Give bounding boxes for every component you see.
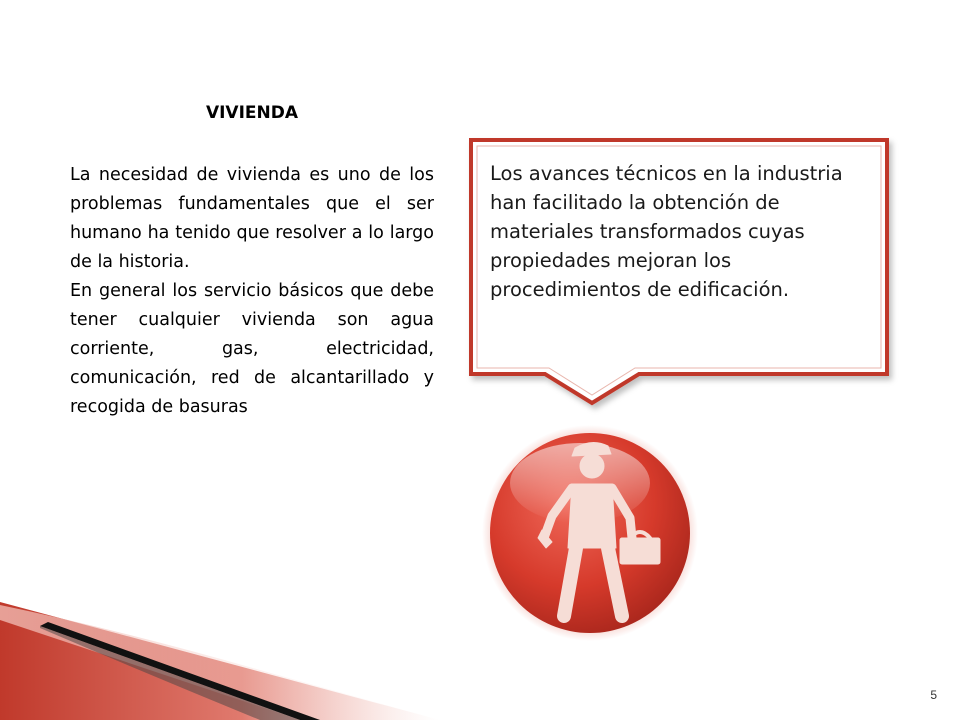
page-number: 5 <box>930 688 937 702</box>
body-text <box>70 161 434 422</box>
paragraph-basic-services: En general los servicio básicos que debe tener cualquier vivienda son agua corriente, gas, electricidad, comunicación, red de alcantarillado y recogida de basuras <box>70 281 434 417</box>
speech-callout <box>469 138 889 378</box>
paragraph-housing-need: La necesidad de vivienda es uno de los problemas fundamentales que el ser humano ha tenido que resolver a lo largo de la historia. <box>70 165 434 272</box>
slide-heading: VIVIENDA <box>205 103 299 123</box>
decorative-swoosh <box>0 560 460 720</box>
worker-with-toolbox-icon <box>480 388 720 648</box>
callout-text: Los avances técnicos en la industria han facilitado la obtención de materiales transformados cuyas propiedades mejoran los procedimientos de edificación. <box>490 162 843 301</box>
